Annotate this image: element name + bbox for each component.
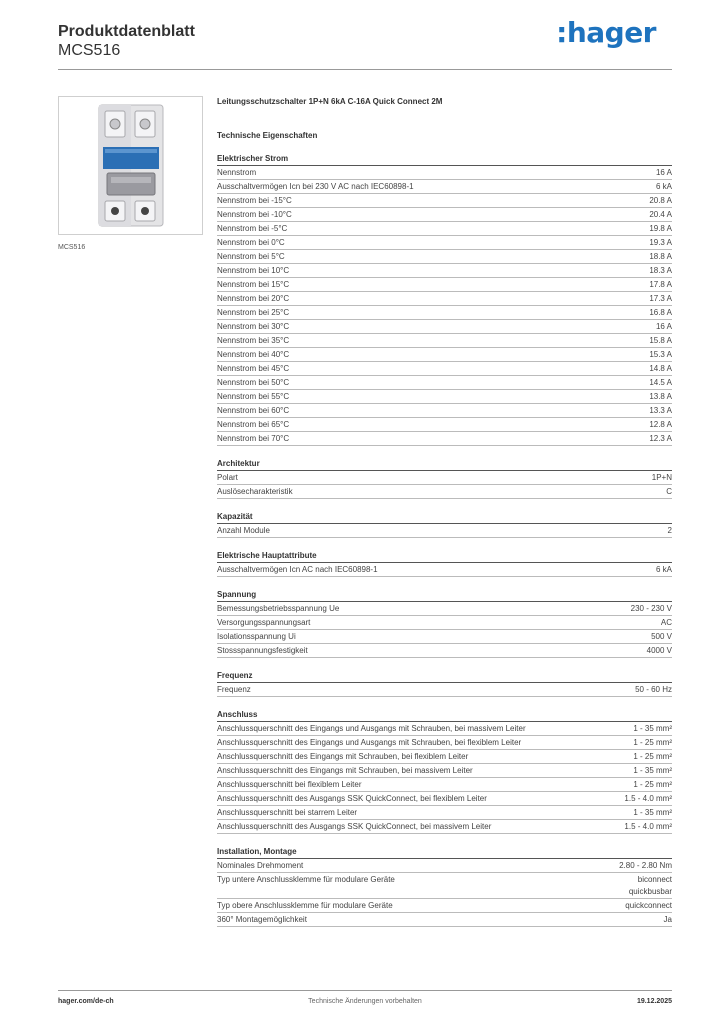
property-label: Nennstrom bei -15°C — [217, 196, 292, 205]
property-value: 6 kA — [655, 182, 672, 191]
property-row — [217, 194, 672, 208]
property-row — [217, 390, 672, 404]
section — [217, 709, 672, 834]
property-row — [217, 913, 672, 927]
property-value: biconnect quickbusbar — [628, 875, 672, 896]
property-label: Auslösecharakteristik — [217, 487, 293, 496]
property-value: 19.8 A — [649, 224, 672, 233]
technical-properties-heading: Technische Eigenschaften — [217, 131, 318, 140]
section — [217, 589, 672, 658]
property-row — [217, 362, 672, 376]
property-label: Anzahl Module — [217, 526, 270, 535]
product-code: MCS516 — [58, 42, 121, 59]
property-label: Ausschaltvermögen Icn AC nach IEC60898-1 — [217, 565, 378, 574]
property-value: 17.8 A — [649, 280, 672, 289]
footer-website[interactable]: hager.com/de-ch — [58, 998, 114, 1005]
property-row — [217, 736, 672, 750]
property-value: 12.8 A — [649, 420, 672, 429]
property-row — [217, 320, 672, 334]
property-value: 500 V — [651, 632, 672, 641]
property-label: Nennstrom bei 25°C — [217, 308, 290, 317]
property-value: 1 - 25 mm² — [633, 738, 672, 747]
property-value: AC — [660, 618, 672, 627]
section-title: Kapazität — [217, 511, 672, 524]
property-label: Nennstrom bei 55°C — [217, 392, 290, 401]
property-label: Typ untere Anschlussklemme für modulare Geräte — [217, 875, 395, 884]
page-header — [58, 16, 672, 70]
header-divider — [58, 69, 672, 70]
section — [217, 511, 672, 538]
property-row — [217, 806, 672, 820]
property-value: 1.5 - 4.0 mm² — [624, 794, 672, 803]
property-value: 6 kA — [655, 565, 672, 574]
section-title: Installation, Montage — [217, 846, 672, 859]
property-row — [217, 222, 672, 236]
properties-sections — [217, 153, 672, 927]
property-row — [217, 471, 672, 485]
property-label: Nennstrom bei 10°C — [217, 266, 290, 275]
property-row — [217, 873, 672, 899]
property-label: Typ obere Anschlussklemme für modulare Geräte — [217, 901, 393, 910]
section-title: Elektrischer Strom — [217, 153, 672, 166]
document-title: Produktdatenblatt — [58, 23, 195, 40]
property-row — [217, 292, 672, 306]
property-label: Nennstrom bei 15°C — [217, 280, 290, 289]
property-value: 16.8 A — [649, 308, 672, 317]
property-value: 18.3 A — [649, 266, 672, 275]
property-row — [217, 236, 672, 250]
property-value: 1 - 25 mm² — [633, 780, 672, 789]
property-row — [217, 348, 672, 362]
property-value: 230 - 230 V — [630, 604, 672, 613]
property-row — [217, 208, 672, 222]
section-title: Elektrische Hauptattribute — [217, 550, 672, 563]
section-title: Anschluss — [217, 709, 672, 722]
property-label: Nennstrom bei -5°C — [217, 224, 288, 233]
property-label: Isolationsspannung Ui — [217, 632, 296, 641]
property-label: Anschlussquerschnitt des Eingangs und Ausgangs mit Schrauben, bei massivem Leiter — [217, 724, 526, 733]
property-row — [217, 563, 672, 577]
property-label: Nennstrom bei 20°C — [217, 294, 290, 303]
property-value: 13.8 A — [649, 392, 672, 401]
property-row — [217, 722, 672, 736]
property-row — [217, 306, 672, 320]
property-label: Anschlussquerschnitt des Eingangs und Ausgangs mit Schrauben, bei flexiblem Leiter — [217, 738, 522, 747]
property-value: 19.3 A — [649, 238, 672, 247]
property-row — [217, 278, 672, 292]
section — [217, 550, 672, 577]
property-label: Nominales Drehmoment — [217, 861, 304, 870]
image-caption: MCS516 — [58, 244, 86, 251]
property-value: 14.8 A — [649, 364, 672, 373]
property-row — [217, 180, 672, 194]
property-label: Nennstrom bei 60°C — [217, 406, 290, 415]
property-row — [217, 524, 672, 538]
property-row — [217, 602, 672, 616]
property-label: Nennstrom bei 45°C — [217, 364, 290, 373]
section — [217, 458, 672, 499]
property-label: Nennstrom bei 65°C — [217, 420, 290, 429]
property-label: Nennstrom — [217, 168, 257, 177]
section — [217, 670, 672, 697]
property-label: Frequenz — [217, 685, 251, 694]
property-label: Nennstrom bei 30°C — [217, 322, 290, 331]
property-value: 1 - 35 mm² — [633, 724, 672, 733]
property-row — [217, 485, 672, 499]
section-title: Architektur — [217, 458, 672, 471]
property-row — [217, 616, 672, 630]
footer-date: 19.12.2025 — [636, 998, 672, 1005]
property-value: 1 - 25 mm² — [633, 752, 672, 761]
property-row — [217, 820, 672, 834]
property-value: C — [666, 487, 672, 496]
property-label: Nennstrom bei 0°C — [217, 238, 285, 247]
property-row — [217, 432, 672, 446]
property-label: Ausschaltvermögen Icn bei 230 V AC nach IEC60898-1 — [217, 182, 414, 191]
property-label: Nennstrom bei 50°C — [217, 378, 290, 387]
property-row — [217, 644, 672, 658]
property-label: Anschlussquerschnitt bei flexiblem Leiter — [217, 780, 362, 789]
product-image — [58, 96, 203, 235]
property-value: 15.3 A — [649, 350, 672, 359]
property-value: quickconnect — [625, 901, 672, 910]
property-label: Stossspannungsfestigkeit — [217, 646, 308, 655]
property-value: 13.3 A — [649, 406, 672, 415]
property-value: 17.3 A — [649, 294, 672, 303]
product-details — [217, 96, 672, 927]
property-row — [217, 750, 672, 764]
property-value: 50 - 60 Hz — [635, 685, 672, 694]
property-label: Anschlussquerschnitt des Ausgangs SSK QuickConnect, bei massivem Leiter — [217, 822, 492, 831]
property-value: 4000 V — [646, 646, 672, 655]
property-label: Anschlussquerschnitt des Eingangs mit Schrauben, bei massivem Leiter — [217, 766, 473, 775]
property-row — [217, 418, 672, 432]
property-row — [217, 166, 672, 180]
hager-logo: :hager — [556, 16, 656, 49]
property-row — [217, 404, 672, 418]
property-value: 15.8 A — [649, 336, 672, 345]
property-label: Versorgungsspannungsart — [217, 618, 311, 627]
section — [217, 153, 672, 446]
property-value: 2 — [667, 526, 672, 535]
property-label: Nennstrom bei 40°C — [217, 350, 290, 359]
property-row — [217, 630, 672, 644]
property-row — [217, 334, 672, 348]
property-label: Nennstrom bei 5°C — [217, 252, 285, 261]
property-value: Ja — [663, 915, 672, 924]
property-label: Polart — [217, 473, 238, 482]
property-value: 1 - 35 mm² — [633, 766, 672, 775]
property-value: 1 - 35 mm² — [633, 808, 672, 817]
property-value: 1P+N — [651, 473, 672, 482]
property-label: Nennstrom bei -10°C — [217, 210, 292, 219]
section — [217, 846, 672, 927]
property-value: 20.4 A — [649, 210, 672, 219]
footer-disclaimer: Technische Änderungen vorbehalten — [308, 998, 422, 1005]
property-value: 20.8 A — [649, 196, 672, 205]
property-row — [217, 376, 672, 390]
property-label: Nennstrom bei 70°C — [217, 434, 290, 443]
property-label: Bemessungsbetriebsspannung Ue — [217, 604, 340, 613]
footer-divider — [58, 990, 672, 991]
section-title: Spannung — [217, 589, 672, 602]
property-row — [217, 250, 672, 264]
section-title: Frequenz — [217, 670, 672, 683]
product-name: Leitungsschutzschalter 1P+N 6kA C-16A Quick Connect 2M — [217, 97, 443, 106]
property-label: Nennstrom bei 35°C — [217, 336, 290, 345]
property-value: 12.3 A — [649, 434, 672, 443]
property-row — [217, 683, 672, 697]
property-value: 16 A — [655, 168, 672, 177]
property-label: Anschlussquerschnitt des Ausgangs SSK QuickConnect, bei flexiblem Leiter — [217, 794, 487, 803]
property-value: 16 A — [655, 322, 672, 331]
property-label: 360° Montagemöglichkeit — [217, 915, 307, 924]
circuit-breaker-illustration — [95, 103, 167, 228]
property-row — [217, 764, 672, 778]
property-value: 2.80 - 2.80 Nm — [619, 861, 672, 870]
property-value: 1.5 - 4.0 mm² — [624, 822, 672, 831]
property-row — [217, 264, 672, 278]
property-label: Anschlussquerschnitt des Eingangs mit Schrauben, bei flexiblem Leiter — [217, 752, 469, 761]
property-label: Anschlussquerschnitt bei starrem Leiter — [217, 808, 358, 817]
property-row — [217, 899, 672, 913]
property-row — [217, 778, 672, 792]
property-value: 14.5 A — [649, 378, 672, 387]
property-row — [217, 859, 672, 873]
property-value: 18.8 A — [649, 252, 672, 261]
property-row — [217, 792, 672, 806]
